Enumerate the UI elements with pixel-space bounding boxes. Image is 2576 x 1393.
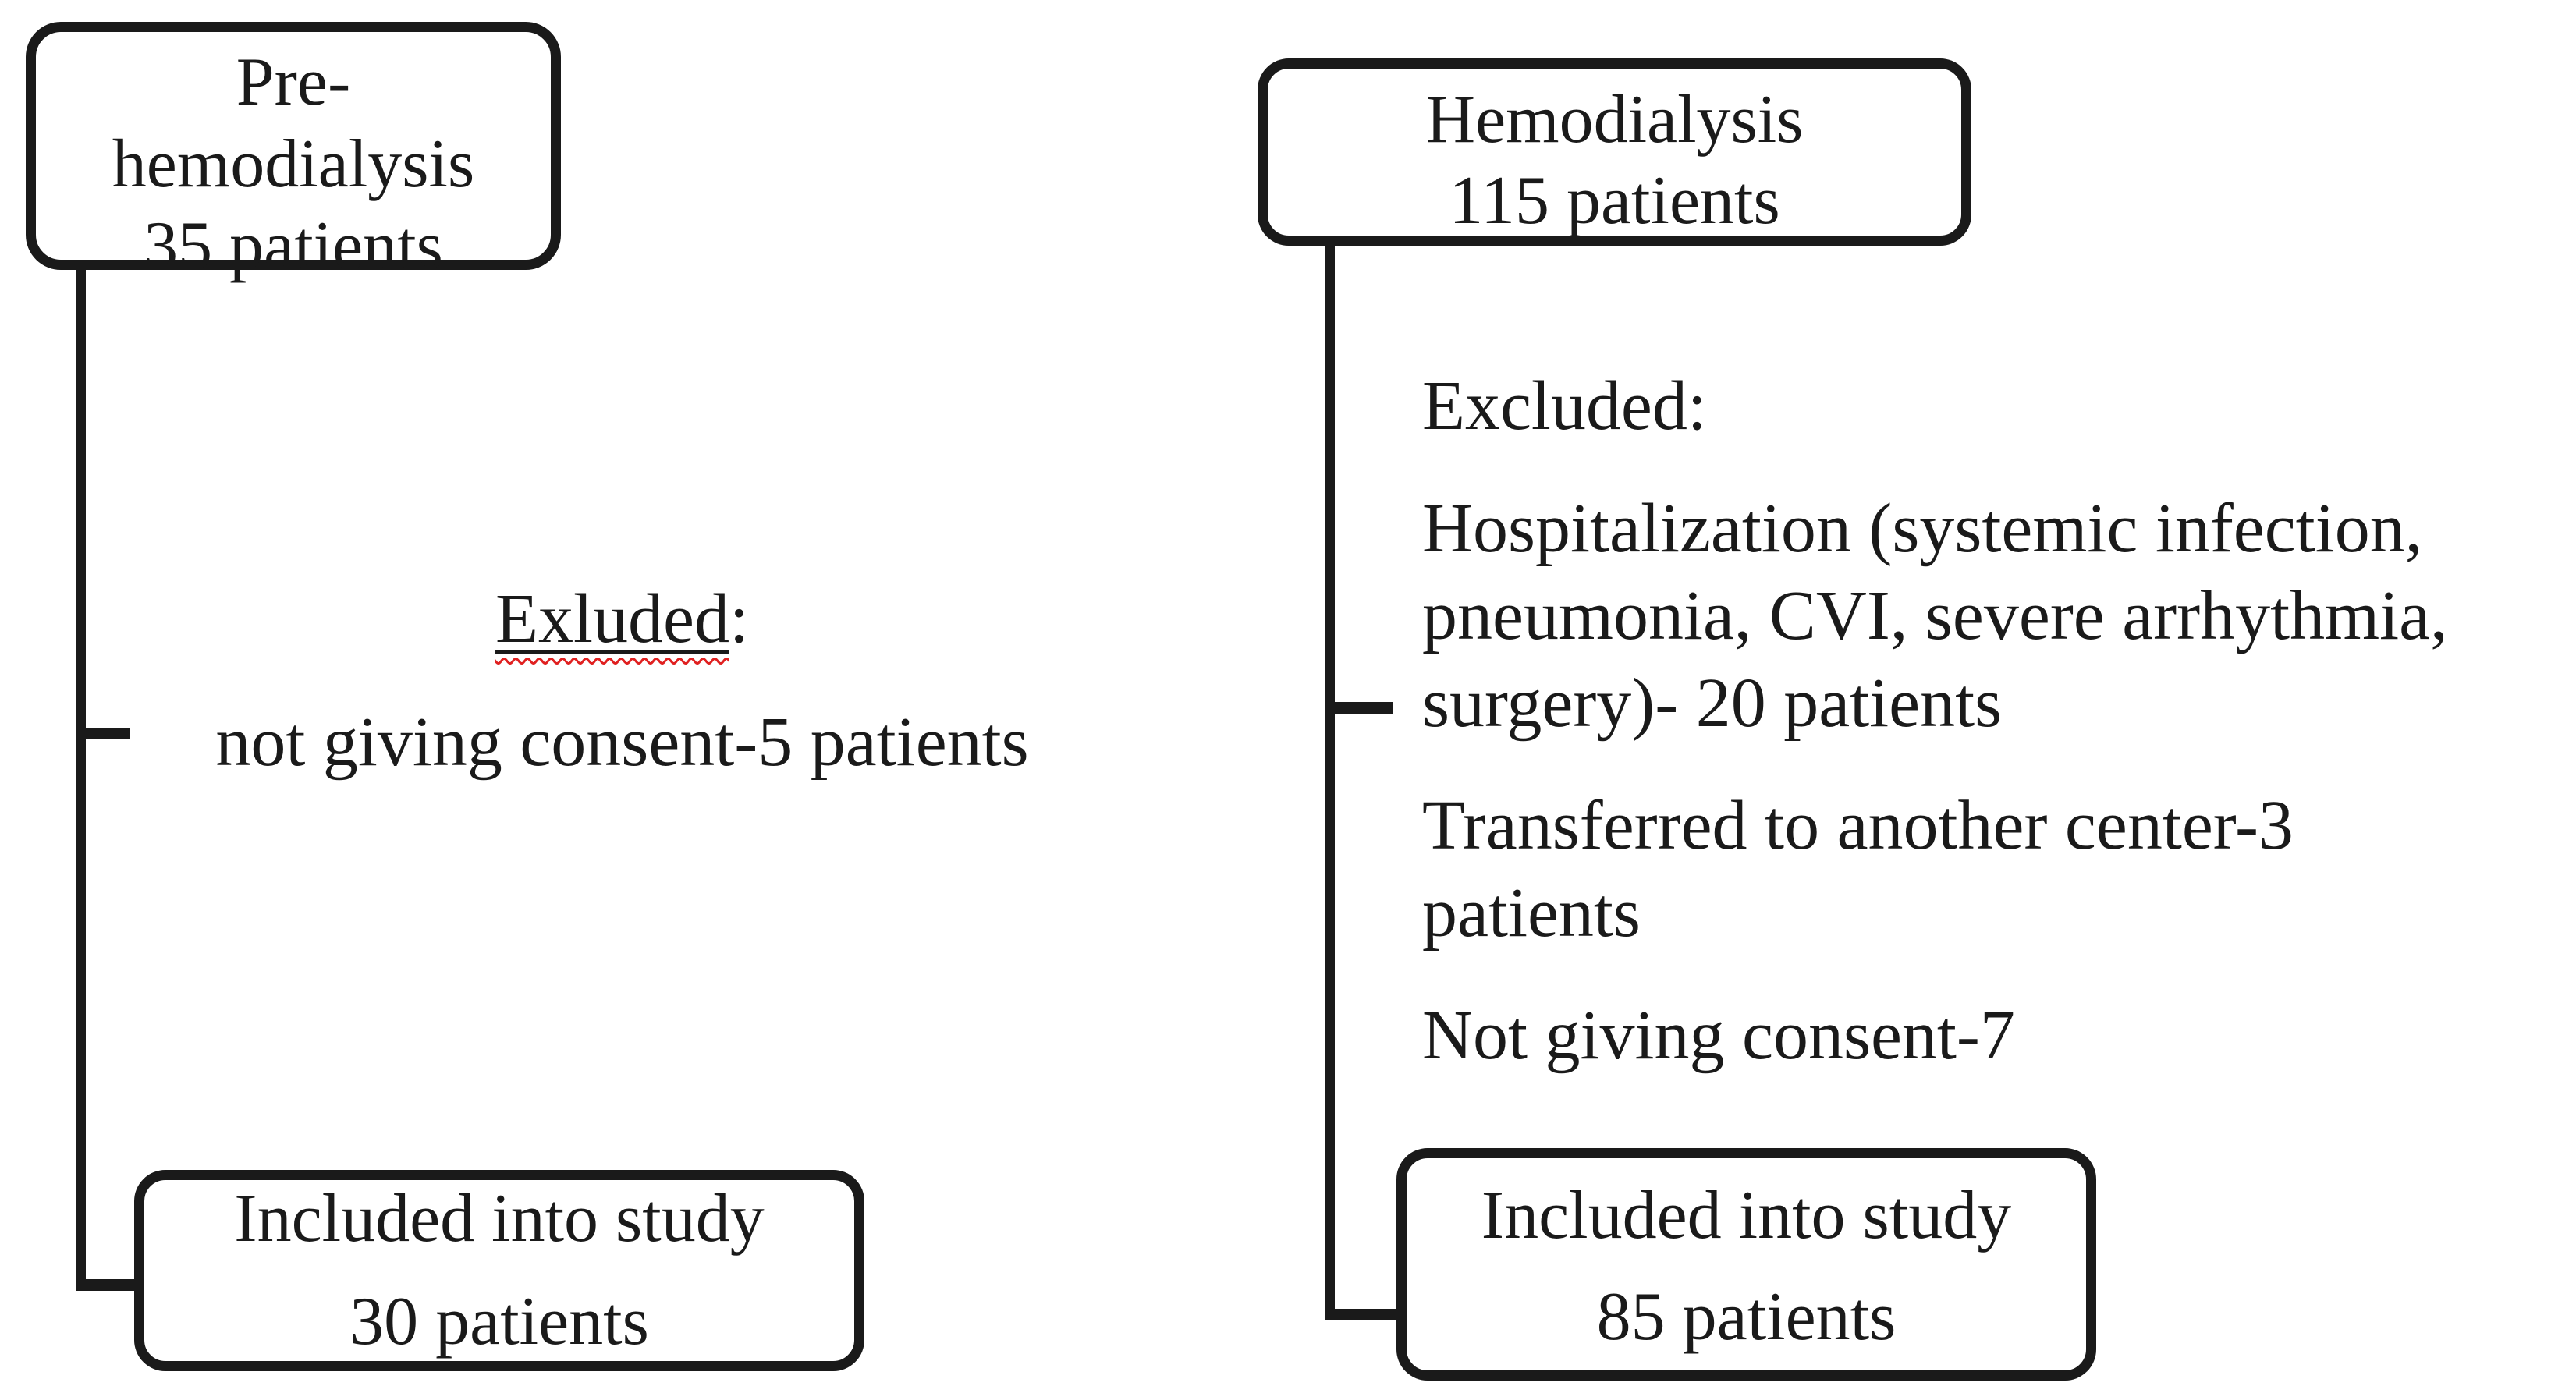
right-excluded-paragraph-transferred [1422, 782, 2576, 957]
prehemodialysis-title-line1: Pre- [236, 44, 351, 120]
left-tick-mark [76, 728, 130, 739]
left-included-title: Included into study [234, 1181, 765, 1257]
right-excluded-label: Excluded: [1422, 367, 1707, 445]
right-elbow-line [1325, 1309, 1404, 1320]
hemodialysis-title: Hemodialysis [1425, 82, 1804, 158]
prehemodialysis-title-line2: hemodialysis [112, 126, 475, 202]
excluded-reason-line: patients [1422, 874, 1641, 952]
right-connector-line [1325, 240, 1335, 1320]
left-connector-line [76, 265, 86, 1291]
right-tick-mark [1325, 702, 1393, 714]
hemodialysis-count: 115 patients [1449, 163, 1780, 239]
left-included-box [134, 1170, 864, 1371]
right-excluded-paragraph-consent [1422, 992, 2576, 1079]
excluded-reason-line: pneumonia, CVI, severe arrhythmia, [1422, 577, 2448, 654]
left-excluded-item: not giving consent-5 patients [215, 704, 1029, 781]
left-included-count: 30 patients [349, 1284, 649, 1359]
left-excluded-label [160, 576, 1084, 663]
prehemodialysis-box [26, 22, 561, 284]
right-included-title: Included into study [1481, 1178, 2012, 1253]
prehemodialysis-count: 35 patients [144, 208, 443, 284]
right-included-box [1396, 1148, 2096, 1381]
right-excluded-paragraph-hospitalization [1422, 485, 2576, 747]
excluded-reason-line: Not giving consent-7 [1422, 997, 2015, 1074]
left-excluded-label-colon: : [729, 580, 749, 658]
hemodialysis-box [1258, 58, 1971, 246]
excluded-reason-line: Transferred to another center-3 [1422, 787, 2294, 864]
excluded-reason-line: surgery)- 20 patients [1422, 665, 2003, 742]
misspelled-underline: Exluded [495, 580, 729, 658]
right-excluded-block [1422, 363, 2576, 1115]
left-excluded-block [160, 576, 1084, 786]
right-included-count: 85 patients [1596, 1279, 1897, 1355]
excluded-reason-line: Hospitalization (systemic infection, [1422, 490, 2423, 567]
